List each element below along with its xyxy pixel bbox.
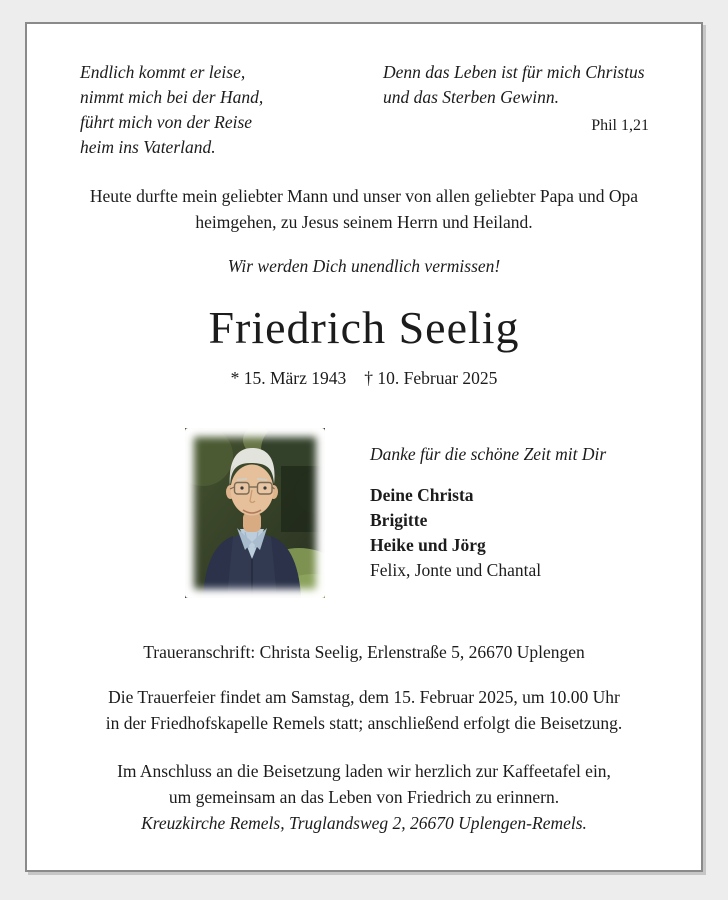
verse-line: und das Sterben Gewinn. <box>383 87 559 107</box>
poem-line: Endlich kommt er leise, <box>80 62 246 82</box>
deceased-name: Friedrich Seelig <box>208 302 520 353</box>
service-line: in der Friedhofskapelle Remels statt; anschließend erfolgt die Beisetzung. <box>105 713 623 733</box>
epigraph-bible-verse <box>383 60 655 138</box>
service-info <box>27 684 701 736</box>
verse-citation: Phil 1,21 <box>591 117 649 134</box>
birth-date: * 15. März 1943 <box>230 368 347 388</box>
announcement-line: heimgehen, zu Jesus seinem Herrn und Heiland. <box>195 212 533 232</box>
portrait-photo <box>185 428 325 598</box>
verse-line: Denn das Leben ist für mich Christus <box>383 62 645 82</box>
farewell-text: Wir werden Dich unendlich vermissen! <box>227 256 501 276</box>
family-name: Heike und Jörg <box>370 535 486 555</box>
thanks-line: Danke für die schöne Zeit mit Dir <box>370 444 607 464</box>
poem-line: nimmt mich bei der Hand, <box>80 87 264 107</box>
service-line: Die Trauerfeier findet am Samstag, dem 15. Februar 2025, um 10.00 Uhr <box>108 687 620 707</box>
announcement-text <box>27 183 701 235</box>
reception-location: Kreuzkirche Remels, Truglandsweg 2, 26670 Uplengen-Remels. <box>141 813 587 833</box>
mourning-address: Traueranschrift: Christa Seelig, Erlenstraße 5, 26670 Uplengen <box>143 642 585 662</box>
deceased-dates <box>27 368 701 389</box>
family-name: Felix, Jonte und Chantal <box>370 560 542 580</box>
epigraph-poem <box>80 60 263 160</box>
poem-line: führt mich von der Reise <box>80 112 253 132</box>
portrait-illustration <box>185 428 325 598</box>
family-name: Deine Christa <box>370 485 474 505</box>
poem-line: heim ins Vaterland. <box>80 137 216 157</box>
reception-line: um gemeinsam an das Leben von Friedrich zu erinnern. <box>168 787 560 807</box>
family-name: Brigitte <box>370 510 428 530</box>
death-date: † 10. Februar 2025 <box>364 368 498 388</box>
thanks-block <box>370 444 606 583</box>
announcement-line: Heute durfte mein geliebter Mann und unser von allen geliebter Papa und Opa <box>89 186 639 206</box>
obituary-card <box>25 22 703 872</box>
reception-line: Im Anschluss an die Beisetzung laden wir herzlich zur Kaffeetafel ein, <box>117 761 611 781</box>
reception-info <box>27 758 701 836</box>
